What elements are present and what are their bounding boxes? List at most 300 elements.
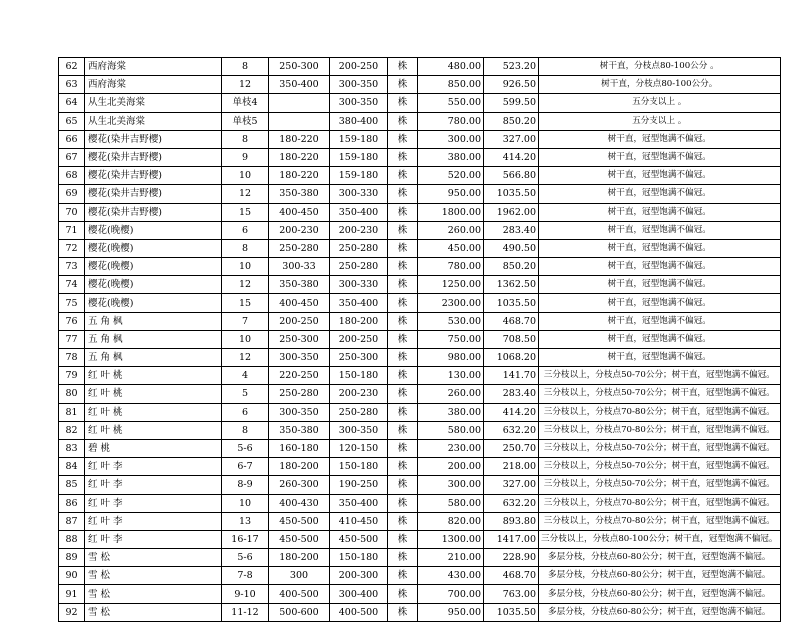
crown-range-cell: 200-250 <box>330 330 388 348</box>
trunk-spec-cell: 6 <box>222 221 269 239</box>
trunk-spec-cell: 6-7 <box>222 458 269 476</box>
row-number-cell: 87 <box>59 512 85 530</box>
height-range-cell: 180-220 <box>269 148 330 166</box>
price-cell: 300.00 <box>418 130 484 148</box>
trunk-spec-cell: 5 <box>222 385 269 403</box>
row-number-cell: 81 <box>59 403 85 421</box>
table-body <box>59 58 781 622</box>
trunk-spec-cell: 单枝4 <box>222 94 269 112</box>
table-row <box>59 203 781 221</box>
remarks-cell: 五分支以上 。 <box>539 94 781 112</box>
unit-cell: 株 <box>388 167 418 185</box>
table-row <box>59 549 781 567</box>
row-number-cell: 90 <box>59 567 85 585</box>
row-number-cell: 76 <box>59 312 85 330</box>
remarks-cell: 三分枝以上，分枝点70-80公分；树干直，冠型饱满不偏冠。 <box>539 403 781 421</box>
price-cell: 430.00 <box>418 567 484 585</box>
row-number-cell: 84 <box>59 458 85 476</box>
crown-range-cell: 380-400 <box>330 112 388 130</box>
height-range-cell: 180-200 <box>269 458 330 476</box>
remarks-cell: 三分枝以上，分枝点70-80公分；树干直，冠型饱满不偏冠。 <box>539 512 781 530</box>
crown-range-cell: 410-450 <box>330 512 388 530</box>
price-adjusted-cell: 414.20 <box>484 148 539 166</box>
table-row <box>59 403 781 421</box>
height-range-cell: 400-430 <box>269 494 330 512</box>
crown-range-cell: 150-180 <box>330 367 388 385</box>
plant-name-cell: 樱花(晚樱) <box>85 276 222 294</box>
price-cell: 980.00 <box>418 349 484 367</box>
price-cell: 260.00 <box>418 385 484 403</box>
row-number-cell: 73 <box>59 258 85 276</box>
height-range-cell: 200-250 <box>269 312 330 330</box>
price-cell: 780.00 <box>418 258 484 276</box>
row-number-cell: 62 <box>59 58 85 76</box>
plant-name-cell: 雪 松 <box>85 585 222 603</box>
height-range-cell: 400-450 <box>269 294 330 312</box>
height-range-cell: 350-400 <box>269 76 330 94</box>
plant-name-cell: 樱花(晚樱) <box>85 239 222 257</box>
price-adjusted-cell: 141.70 <box>484 367 539 385</box>
table-row <box>59 330 781 348</box>
price-cell: 230.00 <box>418 439 484 457</box>
price-adjusted-cell: 1362.50 <box>484 276 539 294</box>
trunk-spec-cell: 10 <box>222 167 269 185</box>
row-number-cell: 82 <box>59 421 85 439</box>
row-number-cell: 66 <box>59 130 85 148</box>
height-range-cell: 250-300 <box>269 58 330 76</box>
table-row <box>59 530 781 548</box>
crown-range-cell: 159-180 <box>330 148 388 166</box>
table-row <box>59 603 781 621</box>
row-number-cell: 88 <box>59 530 85 548</box>
unit-cell: 株 <box>388 603 418 621</box>
price-cell: 520.00 <box>418 167 484 185</box>
table-row <box>59 221 781 239</box>
plant-name-cell: 西府海棠 <box>85 76 222 94</box>
row-number-cell: 89 <box>59 549 85 567</box>
table-row <box>59 94 781 112</box>
height-range-cell: 400-500 <box>269 585 330 603</box>
price-cell: 530.00 <box>418 312 484 330</box>
plant-name-cell: 雪 松 <box>85 603 222 621</box>
trunk-spec-cell: 10 <box>222 330 269 348</box>
plant-name-cell: 樱花(染井吉野樱) <box>85 148 222 166</box>
unit-cell: 株 <box>388 530 418 548</box>
unit-cell: 株 <box>388 94 418 112</box>
table-row <box>59 239 781 257</box>
table-row <box>59 130 781 148</box>
price-adjusted-cell: 283.40 <box>484 385 539 403</box>
unit-cell: 株 <box>388 276 418 294</box>
table-row <box>59 512 781 530</box>
height-range-cell: 500-600 <box>269 603 330 621</box>
unit-cell: 株 <box>388 185 418 203</box>
table-row <box>59 421 781 439</box>
trunk-spec-cell: 12 <box>222 76 269 94</box>
trunk-spec-cell: 9-10 <box>222 585 269 603</box>
crown-range-cell: 300-350 <box>330 94 388 112</box>
price-adjusted-cell: 1068.20 <box>484 349 539 367</box>
unit-cell: 株 <box>388 567 418 585</box>
price-cell: 580.00 <box>418 421 484 439</box>
plant-name-cell: 五 角 枫 <box>85 330 222 348</box>
unit-cell: 株 <box>388 403 418 421</box>
table-row <box>59 494 781 512</box>
height-range-cell: 250-280 <box>269 385 330 403</box>
height-range-cell: 180-220 <box>269 167 330 185</box>
trunk-spec-cell: 8 <box>222 130 269 148</box>
trunk-spec-cell: 16-17 <box>222 530 269 548</box>
price-cell: 2300.00 <box>418 294 484 312</box>
height-range-cell: 260-300 <box>269 476 330 494</box>
price-cell: 300.00 <box>418 476 484 494</box>
remarks-cell: 多层分枝，分枝点60-80公分；树干直，冠型饱满不偏冠。 <box>539 549 781 567</box>
row-number-cell: 92 <box>59 603 85 621</box>
remarks-cell: 三分枝以上，分枝点50-70公分；树干直，冠型饱满不偏冠。 <box>539 476 781 494</box>
unit-cell: 株 <box>388 203 418 221</box>
price-cell: 580.00 <box>418 494 484 512</box>
crown-range-cell: 200-300 <box>330 567 388 585</box>
crown-range-cell: 350-400 <box>330 294 388 312</box>
plant-name-cell: 红 叶 桃 <box>85 367 222 385</box>
plant-name-cell: 雪 松 <box>85 549 222 567</box>
height-range-cell: 350-380 <box>269 276 330 294</box>
price-cell: 260.00 <box>418 221 484 239</box>
price-adjusted-cell: 566.80 <box>484 167 539 185</box>
unit-cell: 株 <box>388 221 418 239</box>
price-cell: 450.00 <box>418 239 484 257</box>
price-adjusted-cell: 523.20 <box>484 58 539 76</box>
unit-cell: 株 <box>388 239 418 257</box>
crown-range-cell: 300-350 <box>330 421 388 439</box>
crown-range-cell: 450-500 <box>330 530 388 548</box>
price-cell: 850.00 <box>418 76 484 94</box>
price-adjusted-cell: 218.00 <box>484 458 539 476</box>
remarks-cell: 树干直，冠型饱满不偏冠。 <box>539 221 781 239</box>
price-cell: 950.00 <box>418 603 484 621</box>
plant-name-cell: 红 叶 李 <box>85 512 222 530</box>
plant-name-cell: 樱花(晚樱) <box>85 294 222 312</box>
height-range-cell: 350-380 <box>269 185 330 203</box>
crown-range-cell: 159-180 <box>330 167 388 185</box>
price-cell: 780.00 <box>418 112 484 130</box>
row-number-cell: 71 <box>59 221 85 239</box>
crown-range-cell: 200-250 <box>330 58 388 76</box>
price-adjusted-cell: 327.00 <box>484 476 539 494</box>
trunk-spec-cell: 12 <box>222 349 269 367</box>
height-range-cell: 300 <box>269 567 330 585</box>
plant-name-cell: 樱花(染井吉野樱) <box>85 203 222 221</box>
trunk-spec-cell: 15 <box>222 203 269 221</box>
plant-name-cell: 从生北美海棠 <box>85 94 222 112</box>
row-number-cell: 69 <box>59 185 85 203</box>
height-range-cell <box>269 112 330 130</box>
trunk-spec-cell: 6 <box>222 403 269 421</box>
remarks-cell: 树干直，冠型饱满不偏冠。 <box>539 276 781 294</box>
unit-cell: 株 <box>388 585 418 603</box>
crown-range-cell: 200-230 <box>330 221 388 239</box>
trunk-spec-cell: 7 <box>222 312 269 330</box>
plant-name-cell: 西府海棠 <box>85 58 222 76</box>
trunk-spec-cell: 单枝5 <box>222 112 269 130</box>
height-range-cell: 200-230 <box>269 221 330 239</box>
height-range-cell: 300-33 <box>269 258 330 276</box>
plant-name-cell: 红 叶 李 <box>85 494 222 512</box>
price-adjusted-cell: 893.80 <box>484 512 539 530</box>
remarks-cell: 多层分枝，分枝点60-80公分；树干直，冠型饱满不偏冠。 <box>539 603 781 621</box>
price-adjusted-cell: 632.20 <box>484 421 539 439</box>
table-row <box>59 476 781 494</box>
unit-cell: 株 <box>388 76 418 94</box>
crown-range-cell: 190-250 <box>330 476 388 494</box>
crown-range-cell: 250-280 <box>330 239 388 257</box>
price-adjusted-cell: 1035.50 <box>484 294 539 312</box>
unit-cell: 株 <box>388 439 418 457</box>
crown-range-cell: 300-400 <box>330 585 388 603</box>
remarks-cell: 树干直，分枝点80-100公分。 <box>539 76 781 94</box>
price-cell: 480.00 <box>418 58 484 76</box>
unit-cell: 株 <box>388 312 418 330</box>
crown-range-cell: 400-500 <box>330 603 388 621</box>
table-row <box>59 567 781 585</box>
price-cell: 380.00 <box>418 148 484 166</box>
height-range-cell: 180-220 <box>269 130 330 148</box>
row-number-cell: 79 <box>59 367 85 385</box>
remarks-cell: 树干直，冠型饱满不偏冠。 <box>539 330 781 348</box>
trunk-spec-cell: 8 <box>222 239 269 257</box>
table-row <box>59 258 781 276</box>
remarks-cell: 三分枝以上，分枝点50-70公分；树干直，冠型饱满不偏冠。 <box>539 367 781 385</box>
trunk-spec-cell: 4 <box>222 367 269 385</box>
trunk-spec-cell: 5-6 <box>222 549 269 567</box>
price-adjusted-cell: 228.90 <box>484 549 539 567</box>
remarks-cell: 三分枝以上，分枝点50-70公分；树干直，冠型饱满不偏冠。 <box>539 439 781 457</box>
trunk-spec-cell: 10 <box>222 494 269 512</box>
table-row <box>59 458 781 476</box>
plant-name-cell: 五 角 枫 <box>85 312 222 330</box>
height-range-cell: 160-180 <box>269 439 330 457</box>
unit-cell: 株 <box>388 330 418 348</box>
plant-name-cell: 红 叶 李 <box>85 476 222 494</box>
row-number-cell: 86 <box>59 494 85 512</box>
crown-range-cell: 150-180 <box>330 549 388 567</box>
price-adjusted-cell: 250.70 <box>484 439 539 457</box>
unit-cell: 株 <box>388 294 418 312</box>
table-row <box>59 367 781 385</box>
table-row <box>59 585 781 603</box>
height-range-cell <box>269 94 330 112</box>
price-cell: 200.00 <box>418 458 484 476</box>
table-row <box>59 294 781 312</box>
price-cell: 1300.00 <box>418 530 484 548</box>
row-number-cell: 68 <box>59 167 85 185</box>
price-adjusted-cell: 850.20 <box>484 258 539 276</box>
trunk-spec-cell: 12 <box>222 185 269 203</box>
unit-cell: 株 <box>388 130 418 148</box>
trunk-spec-cell: 15 <box>222 294 269 312</box>
crown-range-cell: 180-200 <box>330 312 388 330</box>
crown-range-cell: 120-150 <box>330 439 388 457</box>
crown-range-cell: 150-180 <box>330 458 388 476</box>
trunk-spec-cell: 13 <box>222 512 269 530</box>
row-number-cell: 83 <box>59 439 85 457</box>
remarks-cell: 树干直，冠型饱满不偏冠。 <box>539 239 781 257</box>
unit-cell: 株 <box>388 512 418 530</box>
trunk-spec-cell: 8 <box>222 421 269 439</box>
unit-cell: 株 <box>388 258 418 276</box>
remarks-cell: 树干直，冠型饱满不偏冠。 <box>539 258 781 276</box>
table-row <box>59 76 781 94</box>
remarks-cell: 树干直，冠型饱满不偏冠。 <box>539 312 781 330</box>
table-row <box>59 148 781 166</box>
remarks-cell: 树干直，冠型饱满不偏冠。 <box>539 294 781 312</box>
plant-name-cell: 五 角 枫 <box>85 349 222 367</box>
row-number-cell: 78 <box>59 349 85 367</box>
unit-cell: 株 <box>388 148 418 166</box>
price-cell: 210.00 <box>418 549 484 567</box>
table-row <box>59 58 781 76</box>
row-number-cell: 72 <box>59 239 85 257</box>
height-range-cell: 220-250 <box>269 367 330 385</box>
plant-name-cell: 红 叶 桃 <box>85 385 222 403</box>
crown-range-cell: 300-330 <box>330 276 388 294</box>
unit-cell: 株 <box>388 549 418 567</box>
price-adjusted-cell: 926.50 <box>484 76 539 94</box>
price-adjusted-cell: 708.50 <box>484 330 539 348</box>
unit-cell: 株 <box>388 458 418 476</box>
plant-name-cell: 樱花(晚樱) <box>85 258 222 276</box>
price-adjusted-cell: 1417.00 <box>484 530 539 548</box>
unit-cell: 株 <box>388 58 418 76</box>
table-row <box>59 312 781 330</box>
remarks-cell: 树干直，冠型饱满不偏冠。 <box>539 130 781 148</box>
crown-range-cell: 250-300 <box>330 349 388 367</box>
unit-cell: 株 <box>388 421 418 439</box>
remarks-cell: 树干直，冠型饱满不偏冠。 <box>539 185 781 203</box>
remarks-cell: 三分枝以上，分枝点80-100公分；树干直，冠型饱满不偏冠。 <box>539 530 781 548</box>
remarks-cell: 三分枝以上，分枝点70-80公分；树干直，冠型饱满不偏冠。 <box>539 494 781 512</box>
trunk-spec-cell: 11-12 <box>222 603 269 621</box>
plant-name-cell: 从生北美海棠 <box>85 112 222 130</box>
row-number-cell: 75 <box>59 294 85 312</box>
row-number-cell: 70 <box>59 203 85 221</box>
unit-cell: 株 <box>388 349 418 367</box>
plant-name-cell: 碧 桃 <box>85 439 222 457</box>
table-row <box>59 276 781 294</box>
price-adjusted-cell: 468.70 <box>484 567 539 585</box>
price-adjusted-cell: 1962.00 <box>484 203 539 221</box>
crown-range-cell: 159-180 <box>330 130 388 148</box>
price-adjusted-cell: 763.00 <box>484 585 539 603</box>
height-range-cell: 400-450 <box>269 203 330 221</box>
plant-name-cell: 樱花(染井吉野樱) <box>85 185 222 203</box>
nursery-price-table <box>58 57 781 622</box>
unit-cell: 株 <box>388 476 418 494</box>
plant-name-cell: 红 叶 李 <box>85 458 222 476</box>
crown-range-cell: 300-330 <box>330 185 388 203</box>
plant-name-cell: 雪 松 <box>85 567 222 585</box>
plant-name-cell: 红 叶 桃 <box>85 403 222 421</box>
price-adjusted-cell: 283.40 <box>484 221 539 239</box>
row-number-cell: 80 <box>59 385 85 403</box>
price-cell: 130.00 <box>418 367 484 385</box>
table-row <box>59 385 781 403</box>
trunk-spec-cell: 5-6 <box>222 439 269 457</box>
price-cell: 750.00 <box>418 330 484 348</box>
trunk-spec-cell: 9 <box>222 148 269 166</box>
plant-name-cell: 红 叶 李 <box>85 530 222 548</box>
price-adjusted-cell: 1035.50 <box>484 603 539 621</box>
unit-cell: 株 <box>388 385 418 403</box>
row-number-cell: 85 <box>59 476 85 494</box>
table-row <box>59 112 781 130</box>
remarks-cell: 树干直，冠型饱满不偏冠。 <box>539 167 781 185</box>
price-cell: 1800.00 <box>418 203 484 221</box>
crown-range-cell: 250-280 <box>330 403 388 421</box>
remarks-cell: 树干直，冠型饱满不偏冠。 <box>539 203 781 221</box>
price-adjusted-cell: 850.20 <box>484 112 539 130</box>
trunk-spec-cell: 8-9 <box>222 476 269 494</box>
table-row <box>59 167 781 185</box>
row-number-cell: 65 <box>59 112 85 130</box>
table-row <box>59 349 781 367</box>
trunk-spec-cell: 10 <box>222 258 269 276</box>
remarks-cell: 树干直，分枝点80-100公分 。 <box>539 58 781 76</box>
price-adjusted-cell: 414.20 <box>484 403 539 421</box>
table-row <box>59 439 781 457</box>
price-cell: 950.00 <box>418 185 484 203</box>
row-number-cell: 74 <box>59 276 85 294</box>
height-range-cell: 300-350 <box>269 349 330 367</box>
price-adjusted-cell: 490.50 <box>484 239 539 257</box>
crown-range-cell: 350-400 <box>330 203 388 221</box>
remarks-cell: 树干直，冠型饱满不偏冠。 <box>539 148 781 166</box>
unit-cell: 株 <box>388 494 418 512</box>
plant-name-cell: 樱花(晚樱) <box>85 221 222 239</box>
table-row <box>59 185 781 203</box>
crown-range-cell: 200-230 <box>330 385 388 403</box>
plant-name-cell: 红 叶 桃 <box>85 421 222 439</box>
height-range-cell: 450-500 <box>269 530 330 548</box>
trunk-spec-cell: 7-8 <box>222 567 269 585</box>
height-range-cell: 180-200 <box>269 549 330 567</box>
row-number-cell: 64 <box>59 94 85 112</box>
height-range-cell: 350-380 <box>269 421 330 439</box>
remarks-cell: 五分支以上 。 <box>539 112 781 130</box>
height-range-cell: 300-350 <box>269 403 330 421</box>
remarks-cell: 多层分枝，分枝点60-80公分；树干直，冠型饱满不偏冠。 <box>539 567 781 585</box>
row-number-cell: 77 <box>59 330 85 348</box>
remarks-cell: 多层分枝，分枝点60-80公分；树干直，冠型饱满不偏冠。 <box>539 585 781 603</box>
row-number-cell: 91 <box>59 585 85 603</box>
price-cell: 700.00 <box>418 585 484 603</box>
remarks-cell: 三分枝以上，分枝点50-70公分；树干直，冠型饱满不偏冠。 <box>539 385 781 403</box>
plant-name-cell: 樱花(染井吉野樱) <box>85 130 222 148</box>
height-range-cell: 250-300 <box>269 330 330 348</box>
plant-name-cell: 樱花(染井吉野樱) <box>85 167 222 185</box>
crown-range-cell: 250-280 <box>330 258 388 276</box>
price-adjusted-cell: 1035.50 <box>484 185 539 203</box>
price-adjusted-cell: 632.20 <box>484 494 539 512</box>
row-number-cell: 63 <box>59 76 85 94</box>
crown-range-cell: 300-350 <box>330 76 388 94</box>
crown-range-cell: 350-400 <box>330 494 388 512</box>
remarks-cell: 树干直，冠型饱满不偏冠。 <box>539 349 781 367</box>
price-adjusted-cell: 468.70 <box>484 312 539 330</box>
price-adjusted-cell: 327.00 <box>484 130 539 148</box>
price-cell: 550.00 <box>418 94 484 112</box>
height-range-cell: 250-280 <box>269 239 330 257</box>
